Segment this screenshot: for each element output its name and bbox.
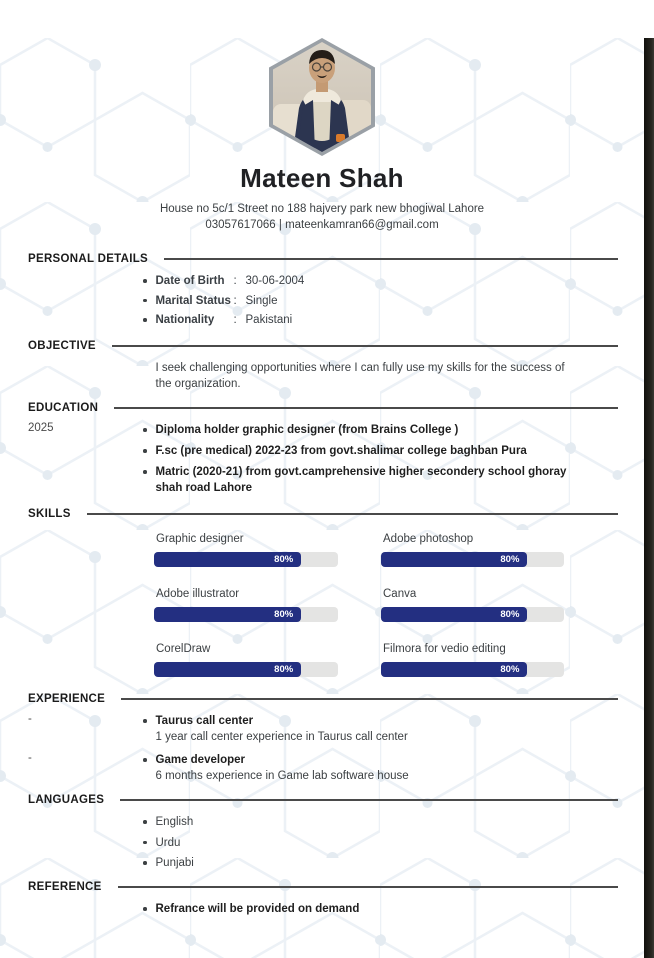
experience-role-row bbox=[143, 752, 582, 768]
skill-bar-fill bbox=[154, 662, 301, 677]
education-item bbox=[143, 422, 582, 438]
education-list bbox=[28, 422, 582, 496]
language-name: English bbox=[155, 816, 194, 828]
language-name: Punjabi bbox=[155, 857, 194, 869]
section-title: OBJECTIVE bbox=[28, 340, 96, 352]
skill-bar-track bbox=[154, 552, 338, 567]
bullet-dot bbox=[143, 861, 147, 865]
bullet-dot bbox=[143, 318, 147, 322]
skill-percent: 80% bbox=[500, 554, 520, 565]
skill-item bbox=[381, 588, 564, 622]
profile-photo-frame bbox=[269, 38, 375, 156]
skill-bar-track bbox=[154, 607, 338, 622]
address-line: House no 5c/1 Street no 188 hajvery park new bhogiwal Lahore bbox=[159, 203, 485, 215]
skill-percent: 80% bbox=[274, 609, 294, 620]
experience-date: - bbox=[28, 752, 32, 764]
skill-name: Adobe illustrator bbox=[156, 588, 240, 600]
language-name: Urdu bbox=[155, 836, 181, 849]
detail-value: Pakistani bbox=[245, 314, 293, 326]
section-rule bbox=[118, 886, 618, 887]
bullet-dot bbox=[143, 820, 147, 824]
skill-bar-track bbox=[381, 662, 564, 677]
bullet-dot bbox=[143, 299, 147, 303]
skill-bar-track bbox=[381, 607, 564, 622]
section-rule bbox=[121, 698, 618, 699]
skill-bar-fill bbox=[154, 607, 301, 622]
detail-label: Marital Status bbox=[155, 294, 231, 307]
skill-bar-track bbox=[381, 552, 564, 567]
detail-value: Single bbox=[245, 294, 278, 307]
skill-item bbox=[154, 588, 338, 622]
skill-percent: 80% bbox=[274, 554, 294, 565]
contact-block bbox=[0, 201, 644, 233]
education-text: F.sc (pre medical) 2022-23 from govt.shalimar college baghban Pura bbox=[155, 445, 527, 457]
section-header-experience bbox=[28, 693, 618, 705]
bullet-dot bbox=[143, 758, 147, 762]
reference-text: Refrance will be provided on demand bbox=[155, 903, 360, 915]
skill-bar-track bbox=[154, 662, 338, 677]
detail-colon: : bbox=[233, 314, 237, 326]
education-text: Matric (2020-21) from govt.camprehensive higher secondery school ghoray shah road Lahore bbox=[155, 466, 567, 494]
skill-percent: 80% bbox=[500, 609, 520, 620]
section-rule bbox=[114, 407, 618, 408]
reference-list bbox=[143, 901, 582, 917]
experience-description: 1 year call center experience in Taurus call center bbox=[155, 731, 408, 743]
personal-detail-row bbox=[143, 312, 582, 328]
experience-role: Taurus call center bbox=[155, 715, 254, 727]
objective-text: I seek challenging opportunities where I can fully use my skills for the success of the organization. bbox=[155, 362, 565, 390]
experience-description: 6 months experience in Game lab software house bbox=[155, 770, 409, 782]
education-text: Diploma holder graphic designer (from Brains College ) bbox=[155, 424, 459, 436]
detail-value: 30-06-2004 bbox=[245, 275, 305, 287]
personal-detail-row bbox=[143, 293, 582, 309]
section-rule bbox=[120, 799, 618, 800]
section-title: EDUCATION bbox=[28, 402, 99, 414]
section-header-objective bbox=[28, 340, 618, 352]
skill-bar-fill bbox=[154, 552, 301, 567]
skill-name: Graphic designer bbox=[156, 533, 244, 545]
bullet-dot bbox=[143, 449, 147, 453]
section-header-languages bbox=[28, 794, 618, 806]
experience-role: Game developer bbox=[155, 754, 245, 766]
education-year: 2025 bbox=[28, 422, 54, 434]
skill-percent: 80% bbox=[500, 664, 520, 675]
section-title: PERSONAL DETAILS bbox=[28, 253, 149, 265]
bullet-dot bbox=[143, 279, 147, 283]
skill-name: Adobe photoshop bbox=[383, 533, 474, 545]
language-item bbox=[143, 814, 582, 830]
section-rule bbox=[87, 513, 618, 514]
language-item bbox=[143, 855, 582, 871]
section-title: REFERENCE bbox=[28, 881, 102, 893]
skill-item bbox=[381, 643, 564, 677]
bullet-dot bbox=[143, 719, 147, 723]
section-header-personal-details bbox=[28, 253, 618, 265]
experience-role-row bbox=[143, 713, 582, 729]
section-header-education bbox=[28, 402, 618, 414]
personal-detail-row bbox=[143, 273, 582, 289]
skill-name: Filmora for vedio editing bbox=[383, 643, 506, 655]
skill-item bbox=[154, 643, 338, 677]
detail-label: Date of Birth bbox=[155, 275, 225, 287]
phone-email-line: 03057617066 | mateenkamran66@gmail.com bbox=[205, 219, 439, 231]
section-title: LANGUAGES bbox=[28, 794, 105, 806]
experience-date: - bbox=[28, 713, 32, 725]
detail-label: Nationality bbox=[155, 314, 215, 326]
skill-name: Canva bbox=[383, 588, 417, 600]
skill-item bbox=[381, 533, 564, 567]
section-rule bbox=[112, 345, 618, 346]
experience-list bbox=[28, 713, 582, 784]
detail-colon: : bbox=[233, 275, 237, 287]
bullet-dot bbox=[143, 841, 147, 845]
skill-item bbox=[154, 533, 338, 567]
page-edge-shadow bbox=[644, 38, 654, 958]
section-title: SKILLS bbox=[28, 508, 71, 520]
language-item bbox=[143, 835, 582, 851]
section-header-skills bbox=[28, 508, 618, 520]
candidate-name: Mateen Shah bbox=[240, 163, 404, 193]
skill-bar-fill bbox=[381, 607, 527, 622]
education-item bbox=[143, 464, 582, 496]
languages-list bbox=[143, 814, 582, 871]
education-item bbox=[143, 443, 582, 459]
skill-bar-fill bbox=[381, 662, 527, 677]
skill-bar-fill bbox=[381, 552, 527, 567]
detail-colon: : bbox=[233, 294, 237, 307]
bullet-dot bbox=[143, 428, 147, 432]
section-title: EXPERIENCE bbox=[28, 693, 106, 705]
reference-item bbox=[143, 901, 582, 917]
personal-details-list bbox=[143, 273, 582, 328]
bullet-dot bbox=[143, 470, 147, 474]
skills-grid bbox=[154, 533, 644, 677]
skill-percent: 80% bbox=[274, 664, 294, 675]
experience-item bbox=[28, 713, 582, 745]
section-rule bbox=[164, 258, 618, 259]
skill-name: CorelDraw bbox=[156, 643, 211, 655]
profile-photo bbox=[273, 42, 371, 152]
experience-item bbox=[28, 752, 582, 784]
section-header-reference bbox=[28, 881, 618, 893]
objective-body bbox=[143, 360, 582, 392]
bullet-dot bbox=[143, 907, 147, 911]
